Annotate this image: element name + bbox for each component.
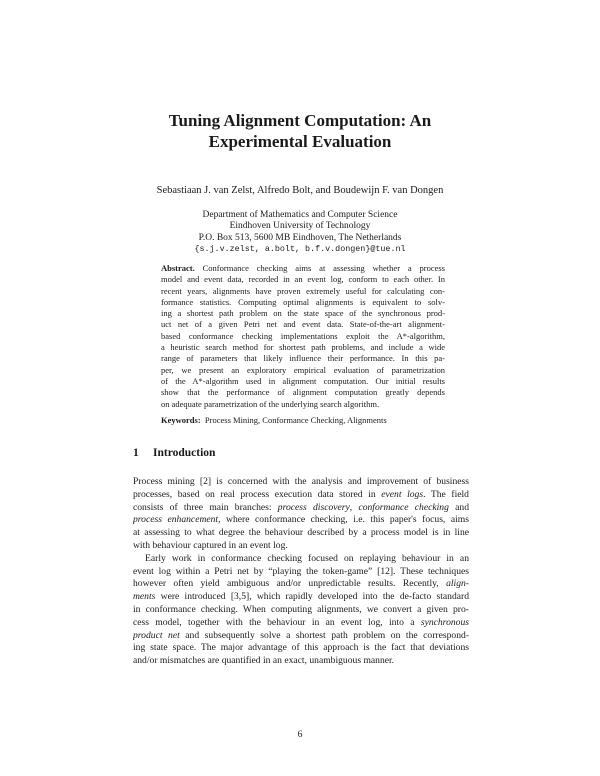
abstract-line: model and event data, recorded in an event log, conform to each other. In <box>161 274 445 285</box>
abstract-line: a heuristic search method for shortest path problems, and include a wide <box>161 342 445 353</box>
abstract <box>161 263 445 410</box>
affiliation-department: Department of Mathematics and Computer Science <box>202 210 398 220</box>
emphasis: conformance checking <box>358 501 449 513</box>
abstract-label: Abstract. <box>161 263 195 273</box>
text-run: and subsequently solve a shortest path problem on the correspond- <box>179 629 469 641</box>
emphasis: event logs <box>381 488 424 500</box>
abstract-line: formance statistics. Computing optimal alignments is equivalent to solv- <box>161 296 445 307</box>
affiliation-university: Eindhoven University of Technology <box>229 221 371 232</box>
body-line: at assessing to what degree the behaviour described by a process model is in line <box>133 527 469 539</box>
body-line <box>133 630 469 643</box>
abstract-line: of the A*-algorithm used in alignment computation. Our initial results <box>161 375 445 386</box>
body-line <box>133 489 469 502</box>
abstract-line: per, we present an exploratory empirical evaluation of parametrization <box>161 364 445 375</box>
paper-title <box>0 110 600 152</box>
emphasis: process enhancement <box>133 514 219 526</box>
body-line <box>133 617 469 630</box>
emphasis: product net <box>133 629 180 641</box>
body-text <box>133 476 469 668</box>
text-run: . The field <box>423 488 469 500</box>
title-line-1: Tuning Alignment Computation: An <box>168 111 432 130</box>
body-line <box>133 578 469 591</box>
text-run: were introduced [3,5], which rapidly developed into the de-facto standard <box>155 591 469 603</box>
body-line: and/or mismatches are quantified in an exact, unambiguous manner. <box>133 655 395 667</box>
text-run: however often yield ambiguous and/or unpredictable results. Recently, <box>133 578 447 590</box>
abstract-line: on adequate parametrization of the underlying search algorithm. <box>161 398 380 409</box>
text-run: , <box>349 501 359 513</box>
body-line <box>133 591 469 604</box>
body-line <box>133 502 469 515</box>
abstract-line: recent years, alignments have proven extremely useful for calculating con- <box>161 285 445 296</box>
section-heading <box>133 447 215 459</box>
body-line: in conformance checking. When computing alignments, we convert a given pro- <box>133 603 469 615</box>
body-line <box>133 514 469 527</box>
text-run: and <box>448 501 469 513</box>
keywords-label: Keywords: <box>161 415 201 425</box>
affiliation-address: P.O. Box 513, 5600 MB Eindhoven, The Netherlands <box>198 232 402 243</box>
keywords-text: Process Mining, Conformance Checking, Alignments <box>204 415 387 425</box>
abstract-line <box>161 263 445 274</box>
page-number: 6 <box>297 729 303 740</box>
text-run: processes, based on real process execution data stored in <box>133 488 382 500</box>
text-run: cess model, together with the behaviour in an event log, into a <box>133 616 421 628</box>
abstract-line: ing a shortest path problem on the state space of the synchronous prod- <box>161 308 445 319</box>
body-line: with behaviour captured in an event log. <box>133 539 288 551</box>
affiliation <box>0 210 600 256</box>
emphasis: align- <box>446 578 469 590</box>
title-line-2: Experimental Evaluation <box>208 132 392 151</box>
section-title: Introduction <box>153 447 216 459</box>
keywords <box>161 415 445 425</box>
section-number: 1 <box>133 447 139 459</box>
text-run: , where conformance checking, i.e. this paper's focus, aims <box>218 514 469 526</box>
emphasis: process discovery <box>277 501 350 513</box>
author-list: Sebastiaan J. van Zelst, Alfredo Bolt, and Boudewijn F. van Dongen <box>156 185 444 196</box>
abstract-line: based conformance checking implementations exploit the A*-algorithm, <box>161 330 445 341</box>
emphasis: synchronous <box>420 616 469 628</box>
text-run: consists of three main branches: <box>133 501 278 513</box>
emphasis: ments <box>133 591 156 603</box>
body-line: event log within a Petri net by “playing the token-game” [12]. These techniques <box>133 565 469 577</box>
abstract-line: range of parameters that likely influence their performance. In this pa- <box>161 353 445 364</box>
affiliation-emails: {s.j.v.zelst, a.bolt, b.f.v.dongen}@tue.nl <box>194 244 406 255</box>
body-line: ing state space. The major advantage of this approach is the fact that deviations <box>133 642 469 654</box>
body-line: Early work in conformance checking focused on replaying behaviour in an <box>145 552 469 564</box>
body-line: Process mining [2] is concerned with the analysis and improvement of business <box>133 476 469 487</box>
abstract-line: uct net of a given Petri net and event data. State-of-the-art alignment- <box>161 319 445 330</box>
abstract-line: show that the performance of alignment computation greatly depends <box>161 387 445 398</box>
abstract-text: Conformance checking aims at assessing whether a process <box>202 263 445 273</box>
